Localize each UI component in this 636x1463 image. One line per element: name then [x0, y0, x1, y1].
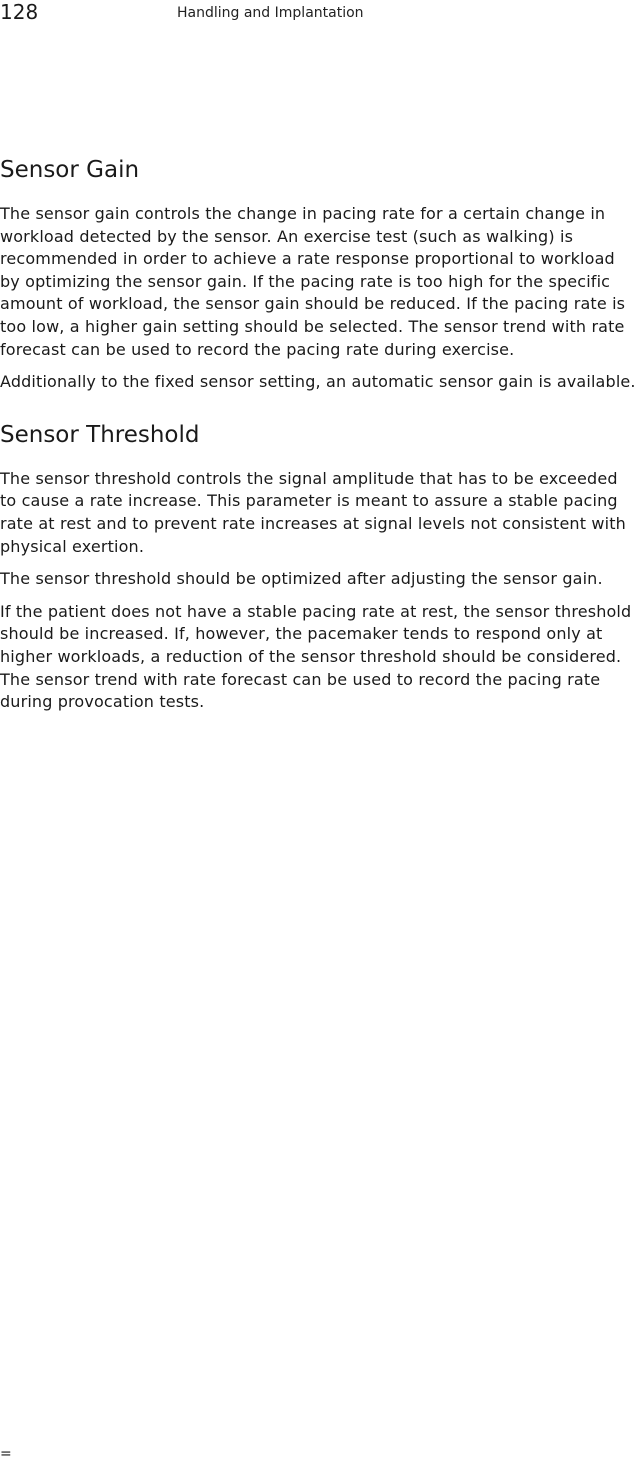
paragraph: The sensor gain controls the change in pacing rate for a certain change in workload detected by the sensor. An exercise test (such as walking) is recommended in order to achieve a rate response proportional to workload by optimizing the sensor gain. If the pacing rate is too high for the specific amount of workload, the sensor gain should be reduced. If the pacing rate is too low, a higher gain setting should be selected. The sensor trend with rate forecast can be used to record the pacing rate during exercise. [0, 204, 626, 359]
page-number: 128 [0, 0, 39, 24]
section-sensor-threshold [0, 420, 636, 714]
paragraph: If the patient does not have a stable pacing rate at rest, the sensor threshold should be increased. If, however, the pacemaker tends to respond only at higher workloads, a reduction of the sensor threshold should be considered. The sensor trend with rate forecast can be used to record the pacing rate during provocation tests. [0, 601, 632, 712]
running-header: Handling and Implantation [177, 5, 364, 21]
paragraph: Additionally to the fixed sensor setting, an automatic sensor gain is available. [0, 372, 636, 392]
paragraph: The sensor threshold controls the signal amplitude that has to be exceeded to cause a rate increase. This parameter is meant to assure a stable pacing rate at rest and to prevent rate increases at signal levels not consistent with physical exertion. [0, 468, 626, 556]
section-sensor-gain [0, 155, 636, 394]
paragraph: The sensor threshold should be optimized after adjusting the sensor gain. [0, 569, 603, 589]
document-body [0, 155, 636, 714]
section-title: Sensor Threshold [0, 421, 200, 448]
section-title: Sensor Gain [0, 157, 140, 183]
footer-mark: = [0, 1446, 12, 1462]
